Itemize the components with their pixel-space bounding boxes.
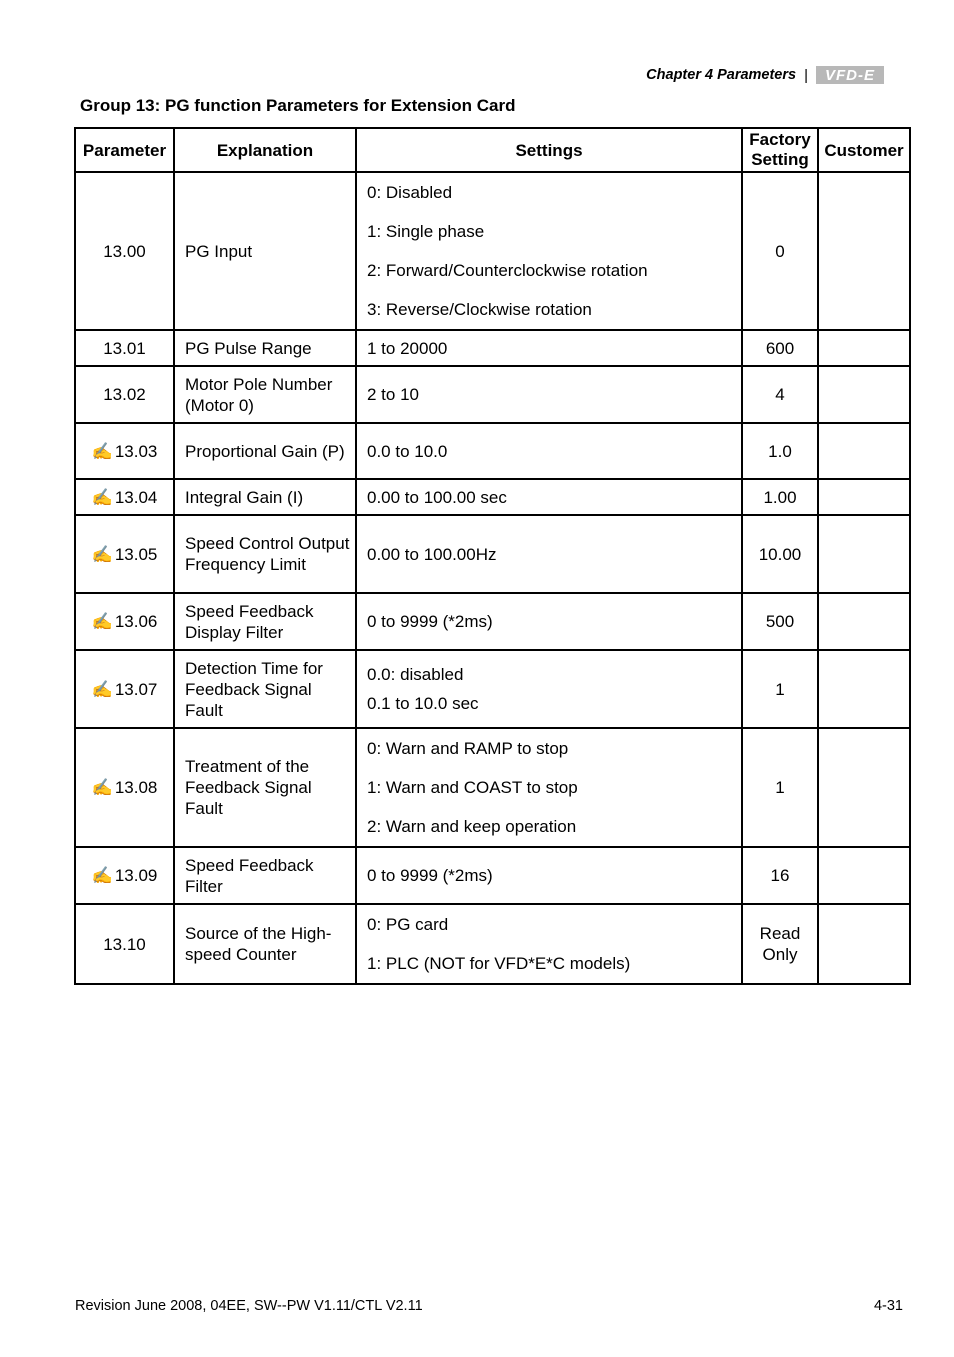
setting-option: 1: PLC (NOT for VFD*E*C models) [367,954,631,973]
cell-customer [818,650,910,728]
setting-option: 2: Warn and keep operation [367,817,577,836]
cell-parameter [75,847,174,904]
parameter-code: 13.09 [114,866,158,885]
cell-parameter [75,366,174,423]
revision-footer: Revision June 2008, 04EE, SW--PW V1.11/CTL V2.11 [75,1298,423,1314]
cell-parameter [75,904,174,984]
pencil-icon: ✍ [91,866,113,885]
cell-explanation: Speed Control Output Frequency Limit [174,515,356,593]
pencil-icon: ✍ [91,487,113,507]
setting-option: 3: Reverse/Clockwise rotation [367,300,592,319]
pencil-icon: ✍ [91,612,113,631]
cell-customer [818,423,910,479]
cell-customer [818,172,910,330]
cell-explanation: Speed Feedback Filter [174,847,356,904]
parameter-code: 13.00 [103,241,146,261]
setting-option: 0: Disabled [367,183,453,202]
table-row [75,728,910,847]
parameter-code: 13.05 [114,544,158,564]
parameter-code: 13.06 [114,612,158,631]
table-row [75,904,910,984]
header-factory-setting [742,128,818,172]
cell-customer [818,366,910,423]
cell-explanation: Proportional Gain (P) [174,423,356,479]
page-number: 4-31 [873,1298,903,1314]
setting-option: 0.1 to 10.0 sec [367,694,479,713]
table-row [75,330,910,366]
pencil-icon: ✍ [91,441,113,461]
cell-settings [356,593,742,650]
parameter-table [74,127,911,985]
header-factory-line1: Factory [749,130,811,149]
header-parameter: Parameter [75,128,174,172]
cell-explanation: Integral Gain (I) [174,479,356,515]
header-explanation: Explanation [174,128,356,172]
cell-parameter [75,330,174,366]
setting-option: 0: Warn and RAMP to stop [367,739,569,758]
cell-parameter [75,593,174,650]
cell-parameter [75,515,174,593]
table-row [75,593,910,650]
cell-factory-setting: 4 [742,366,818,423]
table-row [75,650,910,728]
header-separator: | [804,66,808,84]
setting-option: 2: Forward/Counterclockwise rotation [367,261,648,280]
cell-factory-setting: 16 [742,847,818,904]
cell-factory-setting: 600 [742,330,818,366]
cell-explanation: PG Pulse Range [174,330,356,366]
setting-option: 0.00 to 100.00Hz [367,544,497,564]
setting-option: 0 to 9999 (*2ms) [367,612,493,631]
cell-factory-setting: 500 [742,593,818,650]
cell-factory-setting: 10.00 [742,515,818,593]
parameter-code: 13.10 [103,934,146,954]
cell-parameter [75,479,174,515]
cell-customer [818,515,910,593]
cell-explanation: Speed Feedback Display Filter [174,593,356,650]
table-header-row [75,128,910,172]
pencil-icon: ✍ [91,679,113,699]
setting-option: 1: Single phase [367,222,485,241]
cell-customer [818,728,910,847]
table-row [75,172,910,330]
vfd-e-logo: VFD-E [816,66,884,84]
cell-explanation: Source of the High-speed Counter [174,904,356,984]
cell-parameter [75,423,174,479]
header-factory-line2: Setting [751,150,809,169]
group-title: Group 13: PG function Parameters for Extension Card [80,96,516,115]
cell-explanation: PG Input [174,172,356,330]
table-body [75,172,910,984]
cell-explanation: Motor Pole Number (Motor 0) [174,366,356,423]
table-row [75,847,910,904]
cell-settings [356,423,742,479]
parameter-code: 13.08 [114,778,158,797]
cell-settings [356,366,742,423]
header-customer: Customer [818,128,910,172]
chapter-title: Chapter 4 Parameters [646,67,797,83]
cell-explanation: Treatment of the Feedback Signal Fault [174,728,356,847]
header-settings: Settings [356,128,742,172]
cell-settings [356,650,742,728]
cell-parameter [75,650,174,728]
setting-option: 1: Warn and COAST to stop [367,778,578,797]
cell-customer [818,593,910,650]
table-row [75,479,910,515]
pencil-icon: ✍ [91,544,113,564]
table-row [75,515,910,593]
cell-parameter [75,728,174,847]
cell-settings [356,515,742,593]
cell-factory-setting: 1.0 [742,423,818,479]
setting-option: 0.0 to 10.0 [367,441,448,461]
parameter-code: 13.07 [114,679,158,699]
cell-factory-setting: 1 [742,728,818,847]
setting-option: 2 to 10 [367,385,419,404]
cell-factory-setting: 1.00 [742,479,818,515]
table-row [75,423,910,479]
cell-settings [356,728,742,847]
cell-customer [818,479,910,515]
page-header [646,66,884,84]
cell-explanation: Detection Time for Feedback Signal Fault [174,650,356,728]
setting-option: 1 to 20000 [367,338,448,358]
cell-factory-setting: Read Only [742,904,818,984]
setting-option: 0.0: disabled [367,665,464,684]
setting-option: 0: PG card [367,915,449,934]
cell-customer [818,904,910,984]
parameter-code: 13.01 [103,338,146,358]
cell-settings [356,479,742,515]
cell-factory-setting: 1 [742,650,818,728]
cell-parameter [75,172,174,330]
cell-customer [818,847,910,904]
parameter-code: 13.03 [114,441,158,461]
cell-settings [356,330,742,366]
cell-settings [356,847,742,904]
cell-settings [356,904,742,984]
parameter-code: 13.04 [114,487,158,507]
cell-settings [356,172,742,330]
setting-option: 0 to 9999 (*2ms) [367,866,493,885]
pencil-icon: ✍ [91,778,113,797]
setting-option: 0.00 to 100.00 sec [367,487,507,507]
table-row [75,366,910,423]
parameter-code: 13.02 [103,385,146,404]
cell-customer [818,330,910,366]
cell-factory-setting: 0 [742,172,818,330]
